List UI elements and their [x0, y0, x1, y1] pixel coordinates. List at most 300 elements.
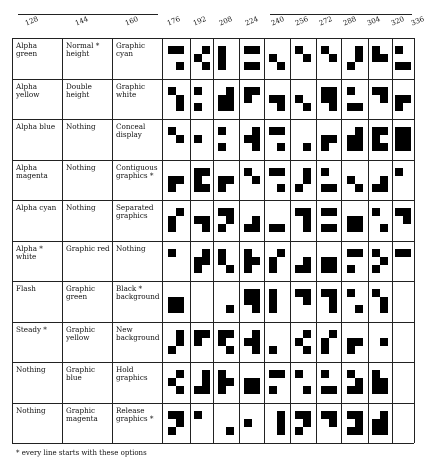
- mosaic-block: [303, 224, 311, 232]
- mosaic-block: [176, 305, 184, 313]
- table-cell: Graphic red: [66, 243, 110, 253]
- table-cell: Hold graphics: [116, 365, 148, 382]
- mosaic-block: [252, 135, 260, 143]
- mosaic-block: [372, 127, 380, 135]
- mosaic-block: [244, 224, 252, 232]
- mosaic-block: [244, 265, 252, 273]
- mosaic-block: [372, 386, 380, 394]
- mosaic-block: [347, 265, 355, 273]
- table-cell: Black * background: [116, 284, 160, 301]
- mosaic-block: [347, 103, 355, 111]
- mosaic-block: [168, 224, 176, 232]
- mosaic-glyph: [168, 168, 184, 192]
- mosaic-block: [226, 103, 234, 111]
- mosaic-glyph: [194, 208, 210, 232]
- mosaic-block: [355, 46, 363, 54]
- mosaic-block: [295, 427, 303, 435]
- mosaic-glyph: [168, 330, 184, 354]
- mosaic-block: [329, 224, 337, 232]
- mosaic-glyph: [347, 370, 363, 394]
- mosaic-block: [329, 103, 337, 111]
- mosaic-glyph: [168, 127, 184, 151]
- mosaic-block: [194, 338, 202, 346]
- mosaic-block: [372, 249, 380, 257]
- mosaic-block: [252, 289, 260, 297]
- mosaic-glyph: [347, 330, 363, 354]
- mosaic-block: [395, 46, 403, 54]
- mosaic-block: [168, 127, 176, 135]
- mosaic-block: [355, 378, 363, 386]
- mosaic-glyph: [372, 208, 388, 232]
- mosaic-block: [372, 265, 380, 273]
- column-divider: [213, 38, 214, 443]
- mosaic-block: [395, 249, 403, 257]
- mosaic-block: [176, 338, 184, 346]
- mosaic-glyph: [168, 87, 184, 111]
- mosaic-glyph: [347, 289, 363, 313]
- mosaic-block: [202, 184, 210, 192]
- mosaic-glyph: [347, 208, 363, 232]
- mosaic-glyph: [168, 370, 184, 394]
- mosaic-block: [403, 208, 411, 216]
- mosaic-block: [355, 103, 363, 111]
- mosaic-block: [329, 184, 337, 192]
- mosaic-glyph: [321, 208, 337, 232]
- mosaic-block: [202, 168, 210, 176]
- mosaic-block: [380, 184, 388, 192]
- mosaic-block: [321, 224, 329, 232]
- mosaic-block: [355, 305, 363, 313]
- mosaic-block: [168, 346, 176, 354]
- mosaic-block: [303, 411, 311, 419]
- mosaic-block: [329, 305, 337, 313]
- mosaic-glyph: [372, 370, 388, 394]
- table-cell: Alpha green: [16, 41, 38, 58]
- mosaic-block: [355, 411, 363, 419]
- mosaic-block: [168, 411, 176, 419]
- mosaic-block: [395, 143, 403, 151]
- mosaic-block: [277, 184, 285, 192]
- mosaic-block: [269, 305, 277, 313]
- mosaic-block: [168, 46, 176, 54]
- mosaic-block: [218, 208, 226, 216]
- mosaic-block: [303, 54, 311, 62]
- mosaic-block: [226, 95, 234, 103]
- mosaic-block: [252, 224, 260, 232]
- mosaic-glyph: [269, 208, 285, 232]
- mosaic-block: [347, 249, 355, 257]
- mosaic-block: [252, 338, 260, 346]
- mosaic-block: [269, 168, 277, 176]
- mosaic-glyph: [372, 87, 388, 111]
- mosaic-block: [295, 370, 303, 378]
- mosaic-block: [168, 297, 176, 305]
- mosaic-block: [277, 249, 285, 257]
- mosaic-glyph: [347, 168, 363, 192]
- table-cell: Graphic yellow: [66, 324, 96, 342]
- mosaic-block: [252, 346, 260, 354]
- mosaic-glyph: [321, 87, 337, 111]
- mosaic-glyph: [295, 87, 311, 111]
- mosaic-block: [355, 249, 363, 257]
- mosaic-glyph: [218, 289, 234, 313]
- mosaic-glyph: [295, 370, 311, 394]
- table-cell: Nothing: [116, 243, 146, 253]
- mosaic-block: [218, 370, 226, 378]
- mosaic-block: [403, 62, 411, 70]
- mosaic-block: [355, 135, 363, 143]
- mosaic-block: [380, 297, 388, 305]
- mosaic-block: [176, 370, 184, 378]
- mosaic-block: [244, 289, 252, 297]
- column-header: 128: [24, 14, 40, 28]
- mosaic-block: [244, 338, 252, 346]
- mosaic-block: [252, 330, 260, 338]
- mosaic-glyph: [244, 411, 260, 435]
- mosaic-block: [277, 95, 285, 103]
- mosaic-glyph: [395, 46, 411, 70]
- mosaic-block: [403, 135, 411, 143]
- mosaic-glyph: [194, 87, 210, 111]
- mosaic-block: [321, 87, 329, 95]
- mosaic-block: [218, 54, 226, 62]
- mosaic-glyph: [168, 289, 184, 313]
- mosaic-glyph: [194, 370, 210, 394]
- mosaic-block: [218, 62, 226, 70]
- mosaic-glyph: [168, 46, 184, 70]
- mosaic-block: [303, 208, 311, 216]
- mosaic-block: [355, 54, 363, 62]
- mosaic-block: [355, 427, 363, 435]
- mosaic-block: [202, 257, 210, 265]
- mosaic-block: [277, 127, 285, 135]
- mosaic-block: [244, 378, 252, 386]
- mosaic-glyph: [168, 208, 184, 232]
- mosaic-block: [277, 370, 285, 378]
- table-cell: Nothing: [16, 365, 46, 374]
- mosaic-block: [303, 168, 311, 176]
- mosaic-block: [168, 216, 176, 224]
- mosaic-glyph: [244, 370, 260, 394]
- mosaic-block: [380, 419, 388, 427]
- mosaic-block: [176, 95, 184, 103]
- mosaic-block: [395, 95, 403, 103]
- column-divider: [62, 38, 63, 443]
- mosaic-block: [202, 62, 210, 70]
- mosaic-block: [380, 411, 388, 419]
- mosaic-block: [269, 289, 277, 297]
- mosaic-glyph: [269, 127, 285, 151]
- table-cell: Release graphics *: [116, 405, 154, 423]
- mosaic-block: [202, 249, 210, 257]
- mosaic-block: [303, 143, 311, 151]
- mosaic-block: [380, 95, 388, 103]
- mosaic-block: [244, 419, 252, 427]
- footnote: * every line starts with these options: [16, 449, 147, 457]
- mosaic-block: [252, 305, 260, 313]
- mosaic-glyph: [372, 46, 388, 70]
- mosaic-block: [295, 46, 303, 54]
- mosaic-block: [355, 419, 363, 427]
- mosaic-glyph: [321, 330, 337, 354]
- mosaic-glyph: [194, 168, 210, 192]
- mosaic-glyph: [218, 46, 234, 70]
- mosaic-block: [395, 62, 403, 70]
- mosaic-block: [329, 411, 337, 419]
- mosaic-glyph: [372, 168, 388, 192]
- mosaic-block: [347, 62, 355, 70]
- mosaic-block: [168, 427, 176, 435]
- mosaic-block: [226, 378, 234, 386]
- mosaic-block: [226, 346, 234, 354]
- mosaic-glyph: [194, 330, 210, 354]
- mosaic-block: [347, 135, 355, 143]
- mosaic-block: [269, 346, 277, 354]
- mosaic-glyph: [295, 289, 311, 313]
- mosaic-glyph: [321, 46, 337, 70]
- mosaic-block: [194, 54, 202, 62]
- mosaic-block: [252, 87, 260, 95]
- mosaic-glyph: [218, 411, 234, 435]
- mosaic-block: [244, 95, 252, 103]
- mosaic-block: [380, 427, 388, 435]
- mosaic-block: [277, 143, 285, 151]
- top-rule-right: [270, 14, 412, 15]
- mosaic-block: [244, 135, 252, 143]
- table-cell: Alpha magenta: [16, 162, 48, 180]
- mosaic-block: [347, 216, 355, 224]
- mosaic-glyph: [295, 330, 311, 354]
- column-header: 160: [124, 14, 140, 28]
- mosaic-block: [252, 143, 260, 151]
- table-cell: Conceal display: [116, 122, 146, 139]
- mosaic-glyph: [295, 127, 311, 151]
- mosaic-glyph: [269, 330, 285, 354]
- mosaic-glyph: [168, 411, 184, 435]
- mosaic-glyph: [347, 411, 363, 435]
- mosaic-block: [303, 289, 311, 297]
- table-cell: Nothing: [66, 122, 96, 131]
- mosaic-block: [252, 386, 260, 394]
- mosaic-block: [277, 103, 285, 111]
- mosaic-block: [295, 338, 303, 346]
- mosaic-block: [380, 54, 388, 62]
- mosaic-block: [295, 184, 303, 192]
- mosaic-glyph: [244, 127, 260, 151]
- mosaic-glyph: [395, 127, 411, 151]
- mosaic-block: [277, 168, 285, 176]
- mosaic-block: [329, 386, 337, 394]
- mosaic-block: [380, 386, 388, 394]
- mosaic-block: [347, 427, 355, 435]
- mosaic-block: [252, 216, 260, 224]
- mosaic-block: [168, 176, 176, 184]
- mosaic-block: [403, 95, 411, 103]
- mosaic-block: [194, 135, 202, 143]
- mosaic-block: [380, 176, 388, 184]
- mosaic-block: [347, 176, 355, 184]
- column-header: 320: [390, 14, 406, 28]
- mosaic-block: [372, 54, 380, 62]
- mosaic-block: [303, 103, 311, 111]
- mosaic-block: [176, 135, 184, 143]
- mosaic-block: [303, 419, 311, 427]
- mosaic-block: [194, 386, 202, 394]
- mosaic-glyph: [372, 330, 388, 354]
- mosaic-block: [372, 289, 380, 297]
- mosaic-block: [329, 289, 337, 297]
- mosaic-block: [395, 127, 403, 135]
- mosaic-block: [372, 378, 380, 386]
- mosaic-block: [403, 216, 411, 224]
- mosaic-block: [194, 330, 202, 338]
- column-header: 336: [410, 14, 426, 28]
- mosaic-block: [176, 103, 184, 111]
- mosaic-block: [372, 184, 380, 192]
- mosaic-block: [244, 87, 252, 95]
- mosaic-block: [347, 346, 355, 354]
- mosaic-block: [168, 184, 176, 192]
- mosaic-block: [295, 265, 303, 273]
- mosaic-block: [194, 184, 202, 192]
- mosaic-glyph: [218, 330, 234, 354]
- top-rule-left: [18, 14, 158, 15]
- mosaic-block: [321, 386, 329, 394]
- mosaic-glyph: [321, 168, 337, 192]
- mosaic-glyph: [244, 289, 260, 313]
- mosaic-glyph: [372, 411, 388, 435]
- mosaic-block: [168, 378, 176, 386]
- mosaic-block: [218, 249, 226, 257]
- mosaic-block: [372, 135, 380, 143]
- mosaic-block: [372, 419, 380, 427]
- mosaic-block: [321, 184, 329, 192]
- mosaic-glyph: [218, 370, 234, 394]
- column-divider: [264, 38, 265, 443]
- mosaic-glyph: [244, 168, 260, 192]
- mosaic-block: [168, 87, 176, 95]
- mosaic-glyph: [269, 411, 285, 435]
- mosaic-block: [218, 386, 226, 394]
- column-header: 304: [366, 14, 382, 28]
- mosaic-block: [269, 257, 277, 265]
- mosaic-block: [226, 208, 234, 216]
- mosaic-glyph: [244, 208, 260, 232]
- mosaic-block: [395, 135, 403, 143]
- mosaic-block: [218, 127, 226, 135]
- mosaic-block: [244, 62, 252, 70]
- table-cell: Flash: [16, 284, 36, 293]
- mosaic-glyph: [347, 127, 363, 151]
- mosaic-glyph: [218, 208, 234, 232]
- mosaic-block: [194, 257, 202, 265]
- mosaic-glyph: [321, 370, 337, 394]
- mosaic-block: [202, 46, 210, 54]
- mosaic-block: [194, 168, 202, 176]
- mosaic-block: [303, 330, 311, 338]
- column-divider: [290, 38, 291, 443]
- mosaic-glyph: [372, 289, 388, 313]
- mosaic-block: [202, 370, 210, 378]
- mosaic-glyph: [347, 46, 363, 70]
- mosaic-block: [244, 46, 252, 54]
- mosaic-block: [380, 127, 388, 135]
- column-header: 272: [318, 14, 334, 28]
- mosaic-glyph: [372, 127, 388, 151]
- mosaic-block: [176, 419, 184, 427]
- mosaic-block: [202, 386, 210, 394]
- mosaic-block: [269, 386, 277, 394]
- mosaic-glyph: [321, 411, 337, 435]
- mosaic-block: [252, 62, 260, 70]
- mosaic-block: [176, 62, 184, 70]
- mosaic-block: [303, 265, 311, 273]
- mosaic-glyph: [347, 249, 363, 273]
- mosaic-block: [226, 305, 234, 313]
- mosaic-block: [329, 95, 337, 103]
- mosaic-block: [202, 378, 210, 386]
- mosaic-block: [321, 338, 329, 346]
- mosaic-block: [295, 289, 303, 297]
- mosaic-glyph: [395, 168, 411, 192]
- mosaic-block: [321, 46, 329, 54]
- mosaic-glyph: [218, 127, 234, 151]
- mosaic-block: [252, 176, 260, 184]
- mosaic-block: [202, 224, 210, 232]
- mosaic-block: [218, 176, 226, 184]
- column-header: 240: [270, 14, 286, 28]
- column-header: 144: [74, 14, 90, 28]
- mosaic-block: [321, 135, 329, 143]
- mosaic-block: [380, 305, 388, 313]
- mosaic-block: [269, 370, 277, 378]
- mosaic-glyph: [395, 249, 411, 273]
- table-cell: Graphic white: [116, 81, 146, 99]
- mosaic-block: [355, 143, 363, 151]
- table-cell: Alpha yellow: [16, 81, 40, 99]
- mosaic-block: [347, 370, 355, 378]
- mosaic-block: [176, 411, 184, 419]
- mosaic-block: [176, 297, 184, 305]
- mosaic-block: [329, 54, 337, 62]
- mosaic-block: [277, 62, 285, 70]
- mosaic-block: [355, 386, 363, 394]
- mosaic-block: [303, 216, 311, 224]
- mosaic-glyph: [321, 249, 337, 273]
- mosaic-block: [329, 257, 337, 265]
- column-divider: [316, 38, 317, 443]
- mosaic-block: [303, 346, 311, 354]
- mosaic-block: [218, 95, 226, 103]
- mosaic-glyph: [321, 289, 337, 313]
- column-divider: [368, 38, 369, 443]
- column-divider: [112, 38, 113, 443]
- mosaic-block: [194, 265, 202, 273]
- mosaic-block: [218, 224, 226, 232]
- mosaic-block: [244, 257, 252, 265]
- column-divider: [239, 38, 240, 443]
- mosaic-block: [355, 216, 363, 224]
- mosaic-glyph: [269, 168, 285, 192]
- column-header: 224: [244, 14, 260, 28]
- table-cell: Graphic green: [66, 284, 96, 301]
- mosaic-block: [218, 257, 226, 265]
- mosaic-block: [244, 297, 252, 305]
- mosaic-glyph: [194, 289, 210, 313]
- table-cell: Separated graphics: [116, 203, 154, 220]
- mosaic-block: [321, 257, 329, 265]
- column-divider: [12, 38, 13, 443]
